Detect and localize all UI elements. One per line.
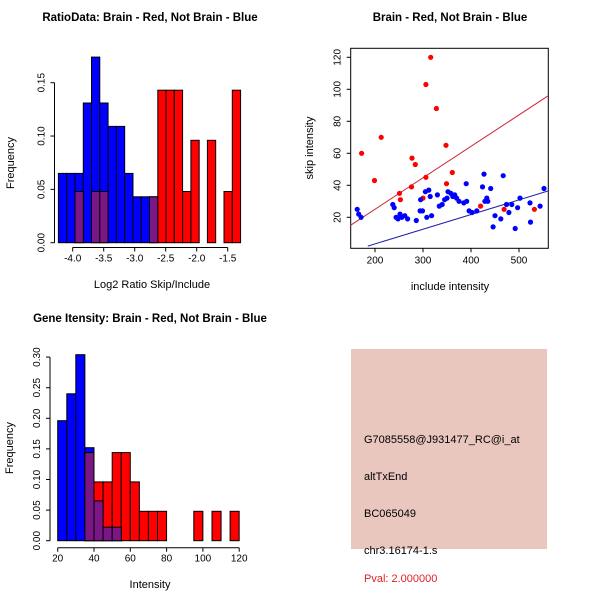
svg-text:120: 120 [332, 48, 344, 66]
chromosome-text: chr3.16174-1.s [364, 545, 438, 557]
splice-type-text: altTxEnd [364, 471, 408, 483]
scatter-ylabel: skip intensity [304, 116, 316, 180]
scatter-title: Brain - Red, Not Brain - Blue [372, 12, 528, 24]
svg-text:60: 60 [124, 553, 136, 565]
svg-text:-3.0: -3.0 [126, 253, 144, 265]
svg-text:400: 400 [462, 255, 480, 267]
panel-intensity-scatter [300, 0, 600, 300]
svg-text:0.10: 0.10 [36, 126, 48, 146]
gene-histogram-title: Gene Itensity: Brain - Red, Not Brain - Blue [33, 313, 267, 325]
svg-text:300: 300 [414, 255, 432, 267]
ratio-histogram-plot [37, 57, 241, 264]
svg-text:80: 80 [161, 553, 173, 565]
svg-text:0.20: 0.20 [32, 408, 43, 429]
svg-text:200: 200 [366, 255, 384, 267]
svg-text:20: 20 [332, 211, 344, 223]
svg-text:40: 40 [88, 553, 100, 565]
ratio-histogram-ylabel: Frequency [5, 137, 17, 189]
svg-text:-2.5: -2.5 [157, 253, 175, 265]
intensity-scatter-svg [300, 0, 600, 300]
panel-gene-info [300, 300, 600, 600]
gene-histogram-xlabel: Intensity [129, 579, 171, 591]
gene-histogram-plot [32, 347, 248, 565]
svg-text:-2.0: -2.0 [188, 253, 206, 265]
svg-text:0.15: 0.15 [36, 72, 48, 93]
pval-text: Pval: 2.000000 [364, 573, 438, 585]
svg-text:-3.5: -3.5 [95, 253, 113, 265]
svg-text:-4.0: -4.0 [64, 253, 82, 265]
svg-text:80: 80 [332, 115, 344, 127]
svg-text:120: 120 [230, 553, 248, 565]
svg-text:20: 20 [52, 553, 64, 565]
svg-text:0.05: 0.05 [36, 179, 48, 200]
svg-text:0.25: 0.25 [32, 377, 43, 398]
gene-info-box [351, 349, 547, 585]
gene-histogram-ylabel: Frequency [4, 422, 16, 474]
svg-text:0.05: 0.05 [32, 500, 43, 520]
probeset-id-text: G7085558@J931477_RC@i_at [364, 434, 520, 446]
svg-text:0.15: 0.15 [32, 439, 43, 459]
scatter-xlabel: include intensity [410, 281, 490, 293]
ratio-histogram-svg [0, 0, 300, 300]
svg-text:0.00: 0.00 [32, 530, 43, 551]
ratio-histogram-title: RatioData: Brain - Red, Not Brain - Blue [42, 12, 258, 24]
panel-gene-intensity-histogram [0, 300, 300, 600]
svg-text:60: 60 [332, 147, 344, 159]
gene-histogram-svg [0, 300, 300, 600]
ratio-histogram-xlabel: Log2 Ratio Skip/Include [93, 279, 211, 291]
svg-text:-1.5: -1.5 [219, 253, 237, 265]
svg-text:0.10: 0.10 [32, 469, 43, 490]
accession-text: BC065049 [364, 508, 416, 520]
svg-text:40: 40 [332, 179, 344, 191]
svg-text:500: 500 [510, 255, 528, 267]
svg-text:0.00: 0.00 [36, 232, 48, 253]
svg-text:100: 100 [332, 80, 344, 98]
intensity-scatter-plot [333, 48, 549, 266]
svg-text:100: 100 [194, 553, 212, 565]
panel-ratio-histogram [0, 0, 300, 300]
svg-text:0.30: 0.30 [32, 347, 43, 367]
